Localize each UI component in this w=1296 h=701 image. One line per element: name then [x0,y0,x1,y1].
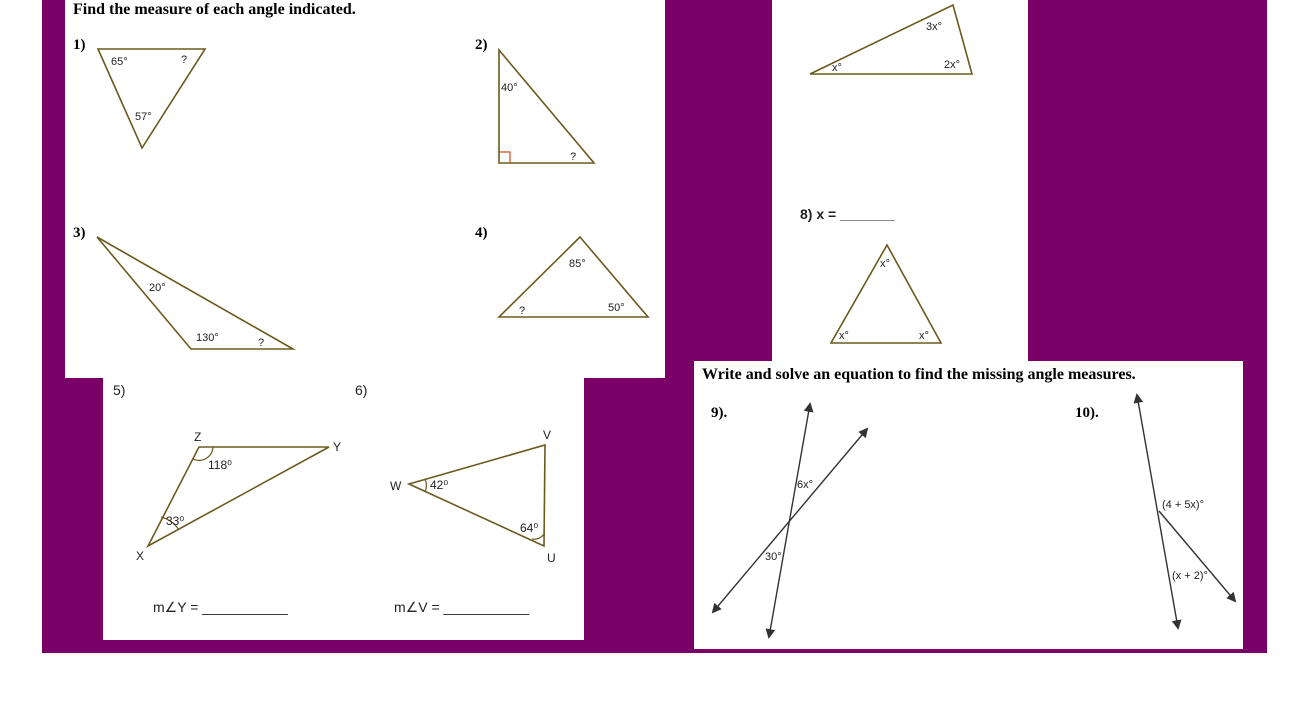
problem-6-number: 6) [355,382,368,398]
angle-4-c: 50° [608,302,625,314]
triangle-5 [148,447,329,546]
problem-1-number: 1) [73,37,86,53]
problem-4-number: 4) [475,225,488,241]
problem-3-number: 3) [73,225,86,241]
angle-top-c: 2x° [944,59,961,71]
problems-7-8-svg [772,0,1028,362]
arc-w [425,479,426,492]
vertex-x: X [136,549,145,563]
problem-6-answer: m∠V = ___________ [394,599,530,615]
vertex-w: W [390,479,402,493]
angle-10-a: (4 + 5x)° [1162,499,1204,511]
angle-8-c: x° [919,330,929,342]
angle-2-a: 40° [501,82,518,94]
problems-9-10-svg [694,361,1243,649]
panel-problems-7-8 [772,0,1028,362]
angle-8-b: x° [839,330,849,342]
panel-problems-5-6 [103,378,584,640]
line-10-steep [1137,395,1178,628]
problems-5-6-svg [103,378,584,640]
problem-10-number: 10). [1075,405,1099,421]
vertex-z: Z [194,430,202,444]
problems-1-4-svg [65,0,665,378]
angle-2-b: ? [570,151,577,163]
angle-4-a: 85° [569,258,586,270]
vertex-y: Y [333,440,342,454]
angle-top-b: x° [832,62,842,74]
problem-9-number: 9). [711,405,728,421]
angle-1-a: 65° [111,56,128,68]
panel4-heading: Write and solve an equation to find the missing angle measures. [702,366,1136,383]
triangle-2 [499,50,594,163]
angle-9-a: 6x° [797,479,814,491]
angle-5-a: 118⁰ [208,458,232,472]
panel-problems-9-10 [694,361,1243,649]
panel1-heading: Find the measure of each angle indicated. [73,1,356,18]
angle-3-c: ? [258,337,265,349]
angle-6-b: 64⁰ [520,521,539,535]
angle-5-b: 33⁰ [166,514,185,528]
problem-8-answer-line: 8) x = _______ [800,206,895,222]
vertex-u: U [547,551,556,565]
angle-8-a: x° [880,258,890,270]
problem-5-answer: m∠Y = ___________ [153,599,288,615]
angle-3-b: 130° [196,332,219,344]
angle-4-b: ? [519,305,526,317]
triangle-3 [97,237,293,349]
problem-5-number: 5) [113,382,126,398]
vertex-v: V [543,428,552,442]
angle-top-a: 3x° [926,21,943,33]
line-9-diagonal [713,429,867,612]
angle-6-a: 42⁰ [430,478,449,492]
problem-2-number: 2) [475,37,488,53]
angle-9-b: 30° [765,551,782,563]
panel-problems-1-4 [65,0,665,378]
right-angle-marker [499,152,510,163]
angle-1-b: ? [181,54,188,66]
angle-3-a: 20° [149,282,166,294]
angle-10-b: (x + 2)° [1172,570,1208,582]
angle-1-c: 57° [135,111,152,123]
